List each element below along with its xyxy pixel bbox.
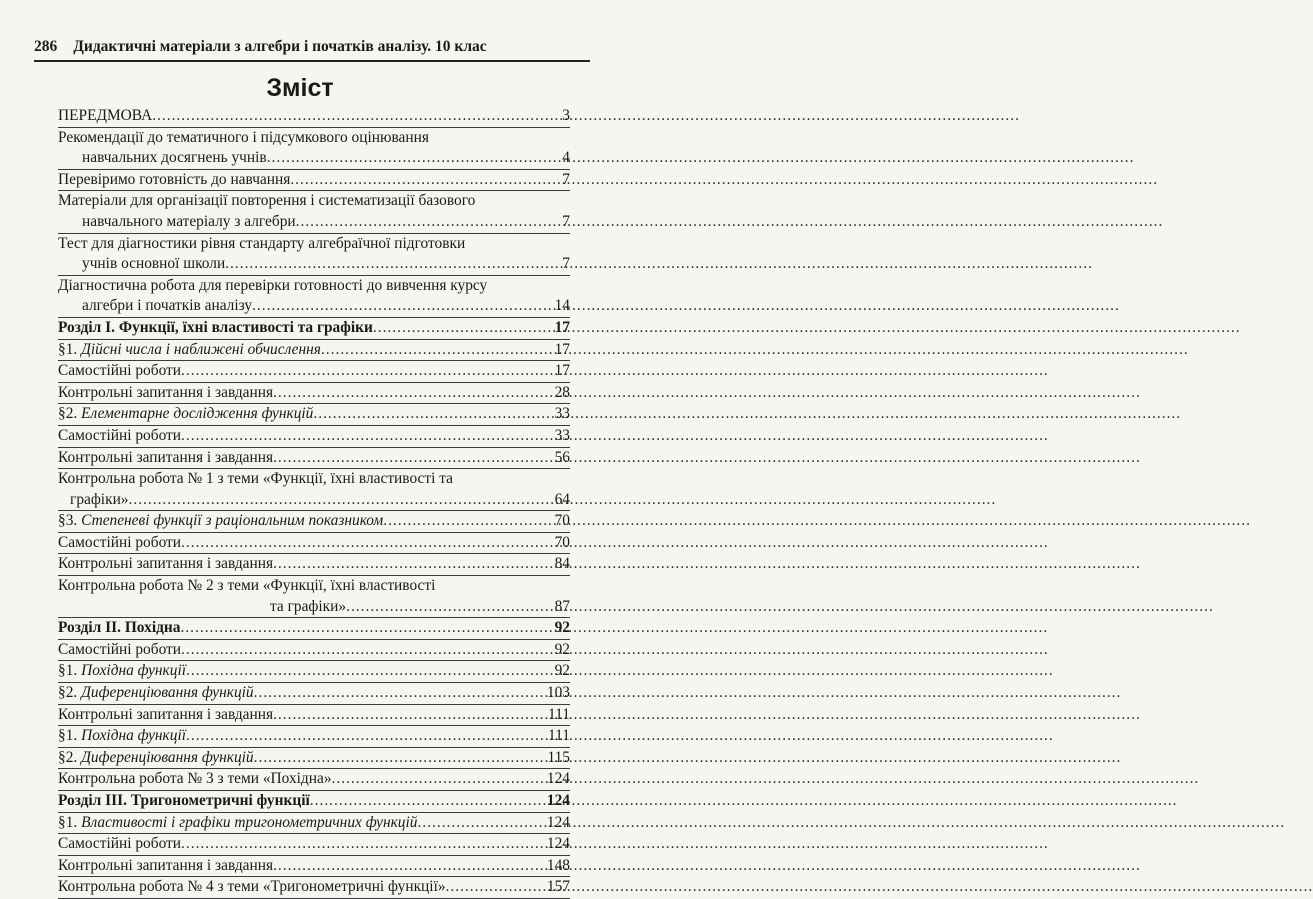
toc-entry[interactable]: Самостійні роботи ..... 92	[58, 640, 570, 662]
toc-entry[interactable]: ПЕРЕДМОВА ..... 3	[58, 106, 570, 128]
toc-entry[interactable]: §1. Властивості і графіки тригонометричних функцій ..... 124	[58, 813, 570, 835]
page-header	[34, 38, 590, 62]
toc-entry[interactable]: Контрольні запитання і завдання ..... 56	[58, 448, 570, 470]
toc-entry[interactable]: Тест для діагностики рівня стандарту алгебраїчної підготовки учнів основної школи ..... 7	[58, 234, 570, 276]
toc-entry[interactable]: Самостійні роботи ..... 33	[58, 426, 570, 448]
toc-entry[interactable]: §1. Похідна функції ..... 92	[58, 661, 570, 683]
toc-entry[interactable]: Контрольна робота № 2 з теми «Функції, їхні властивості та графіки» ..... 87	[58, 576, 570, 618]
toc-entry[interactable]: Контрольні запитання і завдання ..... 28	[58, 383, 570, 405]
toc-entry[interactable]: §1. Дійсні числа і наближені обчислення ..... 17	[58, 340, 570, 362]
toc-entry[interactable]: Контрольні запитання і завдання ..... 148	[58, 856, 570, 878]
toc-entry[interactable]: Рекомендації до тематичного і підсумкового оцінювання навчальних досягнень учнів ..... 4	[58, 128, 570, 170]
toc-entry[interactable]: Діагностична робота для перевірки готовності до вивчення курсу алгебри і початків аналізу ..... 14	[58, 276, 570, 318]
toc-entry[interactable]: Контрольні запитання і завдання ..... 111	[58, 705, 570, 727]
toc-section-heading[interactable]: Розділ III. Тригонометричні функції ..... 124	[58, 791, 570, 813]
table-of-contents	[58, 106, 570, 899]
toc-section-heading[interactable]: Розділ II. Похідна ..... 92	[58, 618, 570, 640]
toc-entry[interactable]: §2. Диференціювання функцій ..... 103	[58, 683, 570, 705]
toc-entry[interactable]: Контрольна робота № 3 з теми «Похідна» ..... 124	[58, 769, 570, 791]
toc-entry[interactable]: Перевіримо готовність до навчання ..... 7	[58, 170, 570, 192]
toc-entry[interactable]: Контрольна робота № 1 з теми «Функції, їхні властивості та графіки» ..... 64	[58, 469, 570, 511]
toc-entry[interactable]: Матеріали для організації повторення і систематизації базового навчального матеріалу з алгебри ..... 7	[58, 191, 570, 233]
toc-entry[interactable]: §1. Похідна функції ..... 111	[58, 726, 570, 748]
toc-entry[interactable]: Контрольна робота № 4 з теми «Тригонометричні функції» ..... 157	[58, 877, 570, 899]
page-title: Зміст	[266, 74, 334, 102]
page-number: 286	[34, 38, 58, 55]
toc-entry[interactable]: §2. Елементарне дослідження функцій ..... 33	[58, 404, 570, 426]
toc-entry[interactable]: Самостійні роботи ..... 70	[58, 533, 570, 555]
running-title: Дидактичні матеріали з алгебри і початків аналізу. 10 клас	[73, 38, 487, 55]
toc-entry[interactable]: §2. Диференціювання функцій ..... 115	[58, 748, 570, 770]
toc-entry[interactable]: Контрольні запитання і завдання ..... 84	[58, 554, 570, 576]
toc-section-heading[interactable]: Розділ І. Функції, їхні властивості та графіки ..... 17	[58, 318, 570, 340]
toc-entry[interactable]: Самостійні роботи ..... 124	[58, 834, 570, 856]
toc-entry[interactable]: Самостійні роботи ..... 17	[58, 361, 570, 383]
toc-entry[interactable]: §3. Степеневі функції з раціональним показником ..... 70	[58, 511, 570, 533]
